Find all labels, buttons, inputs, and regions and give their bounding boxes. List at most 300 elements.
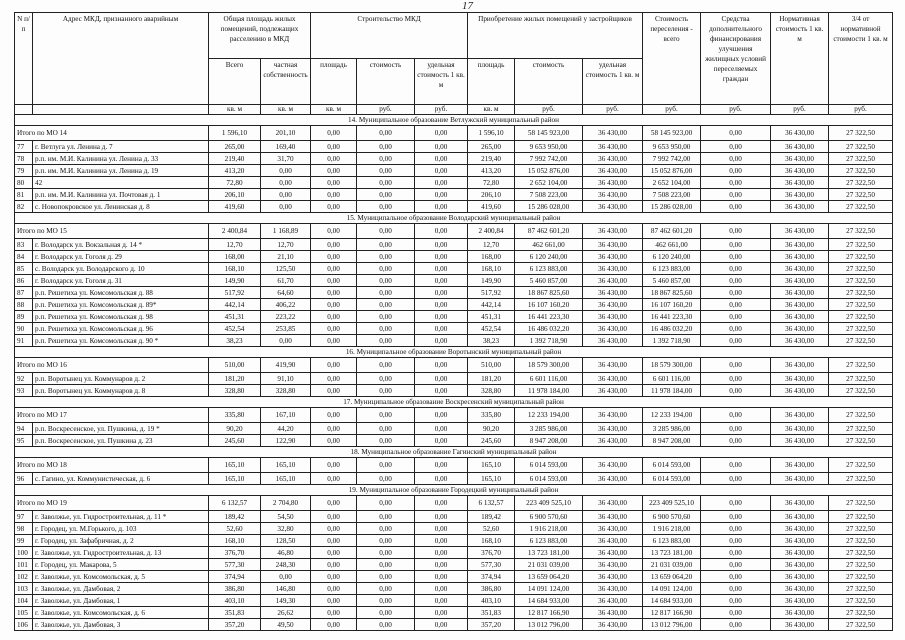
total-cell: 6 014 593,00 [515,458,583,473]
page-number: 17 [462,0,473,12]
section-row [15,397,893,408]
row-cell: 128,50 [261,535,311,547]
unit-cell: руб. [357,105,415,115]
row-cell: 0,00 [701,165,771,177]
total-cell: 0,00 [311,358,357,373]
row-cell: 168,10 [209,263,261,275]
row-cell: 374,94 [468,571,515,583]
row-cell: 14 091 124,00 [515,583,583,595]
table-row [15,275,893,287]
table-row [15,571,893,583]
row-cell: 27 322,50 [829,239,893,251]
total-cell: 167,10 [261,408,311,423]
total-cell: 0,00 [701,458,771,473]
row-cell: 52,60 [468,523,515,535]
row-cell: 0,00 [701,251,771,263]
row-cell: 0,00 [357,559,415,571]
row-address: г. Володарск ул. Гоголя д. 31 [33,275,209,287]
table-row [15,511,893,523]
row-address: р.п. Воскресенское, ул. Пушкина, д. 19 * [33,423,209,435]
section-row [15,115,893,126]
row-cell: 36 430,00 [771,165,829,177]
total-cell: 0,00 [415,358,468,373]
row-cell: 452,54 [209,323,261,335]
row-cell: 0,00 [311,177,357,189]
row-cell: 0,00 [311,423,357,435]
row-cell: 0,00 [311,571,357,583]
row-cell: 0,00 [357,571,415,583]
row-cell: 357,20 [468,619,515,631]
row-number: 92 [15,373,33,385]
total-row [15,224,893,239]
row-cell: 0,00 [415,335,468,347]
row-cell: 0,00 [357,385,415,397]
row-cell: 169,40 [261,141,311,153]
row-cell: 376,70 [209,547,261,559]
row-number: 82 [15,201,33,213]
total-cell: 0,00 [701,224,771,239]
table-row [15,435,893,447]
header-34: 3/4 от нормативной стоимости 1 кв. м [829,13,893,105]
total-cell: 27 322,50 [829,496,893,511]
row-cell: 36 430,00 [771,571,829,583]
total-cell: 0,00 [415,126,468,141]
row-cell: 27 322,50 [829,373,893,385]
row-address: р.п. им. М.И. Калинина ул. Ленина д. 33 [33,153,209,165]
row-cell: 31,70 [261,153,311,165]
row-cell: 0,00 [701,547,771,559]
row-cell: 0,00 [415,373,468,385]
total-cell: 0,00 [311,126,357,141]
row-number: 84 [15,251,33,263]
resettlement-table [14,12,893,631]
row-cell: 7 508 223,00 [515,189,583,201]
total-label: Итого по МО 16 [15,358,209,373]
table-row [15,153,893,165]
row-cell: 6 601 116,00 [643,373,701,385]
table-row [15,535,893,547]
row-cell: 219,40 [209,153,261,165]
total-cell: 18 579 300,00 [515,358,583,373]
unit-cell: руб. [415,105,468,115]
unit-cell: руб. [701,105,771,115]
row-cell: 36 430,00 [583,373,643,385]
row-cell: 413,20 [209,165,261,177]
row-cell: 0,00 [701,153,771,165]
row-cell: 9 653 950,00 [643,141,701,153]
unit-cell: кв. м [311,105,357,115]
row-number: 87 [15,287,33,299]
row-cell: 16 441 223,30 [515,311,583,323]
row-cell: 0,00 [415,201,468,213]
row-cell: 7 508 223,00 [643,189,701,201]
total-cell: 165,10 [209,458,261,473]
row-cell: 0,00 [311,275,357,287]
row-cell: 0,00 [311,323,357,335]
row-cell: 27 322,50 [829,473,893,485]
row-cell: 0,00 [357,511,415,523]
row-cell: 0,00 [311,141,357,153]
row-cell: 12 817 166,90 [515,607,583,619]
row-address: р.п. Решетиха ул. Комсомольская д. 98 [33,311,209,323]
row-cell: 6 120 240,00 [643,251,701,263]
row-cell: 27 322,50 [829,583,893,595]
unit-cell: кв. м [468,105,515,115]
row-cell: 36 430,00 [771,435,829,447]
row-cell: 27 322,50 [829,619,893,631]
row-address: г. Заволжье, ул. Комсомольская, д. 6 [33,607,209,619]
row-cell: 16 107 160,20 [643,299,701,311]
row-cell: 0,00 [701,373,771,385]
row-number: 97 [15,511,33,523]
row-cell: 0,00 [311,165,357,177]
row-cell: 0,00 [415,619,468,631]
row-address: р.п. Воскресенское, ул. Пушкина д. 23 [33,435,209,447]
row-cell: 0,00 [701,299,771,311]
row-cell: 0,00 [311,287,357,299]
row-cell: 376,70 [468,547,515,559]
total-cell: 0,00 [357,224,415,239]
row-cell: 0,00 [261,335,311,347]
total-cell: 0,00 [415,458,468,473]
row-number: 103 [15,583,33,595]
row-cell: 3 285 986,00 [643,423,701,435]
total-cell: 0,00 [415,224,468,239]
row-cell: 0,00 [311,239,357,251]
row-cell: 149,90 [468,275,515,287]
row-cell: 577,30 [209,559,261,571]
row-cell: 168,00 [209,251,261,263]
total-cell: 165,10 [261,458,311,473]
table-row [15,299,893,311]
sub-private: частная собственность [261,59,311,105]
row-cell: 36 430,00 [771,189,829,201]
row-cell: 462 661,00 [643,239,701,251]
total-cell: 87 462 601,20 [643,224,701,239]
row-cell: 0,00 [415,535,468,547]
row-cell: 36 430,00 [583,311,643,323]
total-cell: 0,00 [701,496,771,511]
row-cell: 1 392 718,90 [515,335,583,347]
row-cell: 21 031 039,00 [643,559,701,571]
row-cell: 36 430,00 [771,547,829,559]
total-cell: 1 596,10 [468,126,515,141]
sub-area: площадь [311,59,357,105]
row-cell: 36 430,00 [771,583,829,595]
row-cell: 18 867 825,60 [643,287,701,299]
row-cell: 0,00 [415,423,468,435]
table-row [15,189,893,201]
total-cell: 36 430,00 [583,496,643,511]
row-cell: 0,00 [357,165,415,177]
section-title: 17. Муниципальное образование Воскресенский муниципальный район [15,397,893,408]
row-cell: 0,00 [311,547,357,559]
row-cell: 7 992 742,00 [515,153,583,165]
total-label: Итого по МО 19 [15,496,209,511]
row-cell: 0,00 [311,251,357,263]
header-address: Адрес МКД, признанного аварийным [33,13,209,105]
row-cell: 27 322,50 [829,189,893,201]
row-cell: 36 430,00 [583,287,643,299]
total-cell: 36 430,00 [771,224,829,239]
row-cell: 36 430,00 [583,595,643,607]
row-cell: 0,00 [357,595,415,607]
row-cell: 21 031 039,00 [515,559,583,571]
row-cell: 0,00 [701,571,771,583]
row-cell: 206,10 [209,189,261,201]
row-cell: 3 285 986,00 [515,423,583,435]
row-cell: 36 430,00 [583,619,643,631]
row-cell: 0,00 [701,473,771,485]
row-cell: 0,00 [415,165,468,177]
sub-area: площадь [468,59,515,105]
total-cell: 0,00 [311,496,357,511]
row-cell: 0,00 [311,373,357,385]
row-cell: 0,00 [261,177,311,189]
row-cell: 245,60 [209,435,261,447]
row-cell: 0,00 [311,473,357,485]
section-row [15,447,893,458]
row-cell: 18 867 825,60 [515,287,583,299]
total-cell: 335,80 [209,408,261,423]
row-cell: 36 430,00 [771,251,829,263]
row-cell: 219,40 [468,153,515,165]
row-cell: 36 430,00 [771,323,829,335]
row-cell: 0,00 [311,153,357,165]
row-number: 89 [15,311,33,323]
row-cell: 0,00 [357,153,415,165]
section-title: 14. Муниципальное образование Ветлужский муниципальный район [15,115,893,126]
table-row [15,559,893,571]
row-cell: 0,00 [701,511,771,523]
row-number: 104 [15,595,33,607]
row-cell: 36 430,00 [771,141,829,153]
row-cell: 0,00 [357,141,415,153]
row-cell: 0,00 [311,201,357,213]
row-cell: 0,00 [357,547,415,559]
total-cell: 36 430,00 [771,358,829,373]
table-row [15,523,893,535]
row-cell: 27 322,50 [829,335,893,347]
table-row [15,595,893,607]
row-address: г. Городец, ул. Зафабричная, д. 2 [33,535,209,547]
row-cell: 0,00 [415,547,468,559]
row-cell: 0,00 [701,335,771,347]
row-cell: 11 978 184,00 [515,385,583,397]
row-number: 94 [15,423,33,435]
row-cell: 0,00 [357,619,415,631]
row-cell: 328,80 [468,385,515,397]
total-cell: 18 579 300,00 [643,358,701,373]
row-cell: 374,94 [209,571,261,583]
row-cell: 0,00 [311,263,357,275]
row-cell: 36 430,00 [771,263,829,275]
row-cell: 0,00 [311,385,357,397]
row-cell: 0,00 [415,583,468,595]
row-cell: 0,00 [357,607,415,619]
total-cell: 27 322,50 [829,358,893,373]
row-cell: 36 430,00 [583,583,643,595]
total-cell: 36 430,00 [771,496,829,511]
row-cell: 0,00 [701,559,771,571]
row-number: 79 [15,165,33,177]
row-cell: 36 430,00 [771,335,829,347]
row-cell: 12,70 [209,239,261,251]
row-cell: 6 900 570,60 [515,511,583,523]
row-cell: 0,00 [261,201,311,213]
row-cell: 403,10 [209,595,261,607]
row-address: р.п. им. М.И. Калинина ул. Почтовая д. 1 [33,189,209,201]
total-cell: 27 322,50 [829,408,893,423]
row-cell: 245,60 [468,435,515,447]
row-cell: 6 123 883,00 [515,535,583,547]
table-row [15,373,893,385]
row-cell: 0,00 [357,523,415,535]
total-label: Итого по МО 15 [15,224,209,239]
row-cell: 0,00 [701,385,771,397]
row-cell: 0,00 [261,571,311,583]
section-row [15,347,893,358]
section-title: 16. Муниципальное образование Воротынский муниципальный район [15,347,893,358]
unit-cell: руб. [583,105,643,115]
total-cell: 2 400,84 [468,224,515,239]
row-cell: 90,20 [209,423,261,435]
total-cell: 0,00 [357,496,415,511]
header-construction: Строительство МКД [311,13,468,59]
total-cell: 0,00 [415,496,468,511]
row-cell: 27 322,50 [829,523,893,535]
row-cell: 413,20 [468,165,515,177]
row-cell: 44,20 [261,423,311,435]
total-cell: 0,00 [701,358,771,373]
unit-cell: руб. [643,105,701,115]
sub-total: Всего [209,59,261,105]
row-cell: 36 430,00 [771,535,829,547]
row-address: г. Заволжье, ул. Комсомольская, д. 5 [33,571,209,583]
row-address: г. Заволжье, ул. Дамбовая, 1 [33,595,209,607]
row-cell: 36 430,00 [771,275,829,287]
row-cell: 442,14 [468,299,515,311]
row-cell: 0,00 [415,385,468,397]
row-cell: 0,00 [357,201,415,213]
table-row [15,423,893,435]
row-cell: 0,00 [415,473,468,485]
total-cell: 223 409 525,10 [643,496,701,511]
table-row [15,583,893,595]
row-cell: 0,00 [311,619,357,631]
row-cell: 0,00 [701,619,771,631]
row-cell: 265,00 [209,141,261,153]
row-cell: 0,00 [415,607,468,619]
row-address: с. Гагино, ул. Коммунистическая, д. 6 [33,473,209,485]
row-cell: 5 460 857,00 [643,275,701,287]
row-number: 101 [15,559,33,571]
row-cell: 6 014 593,00 [643,473,701,485]
total-row [15,358,893,373]
row-cell: 0,00 [357,263,415,275]
row-cell: 0,00 [357,311,415,323]
row-cell: 1 916 218,00 [643,523,701,535]
row-cell: 36 430,00 [583,165,643,177]
row-cell: 6 601 116,00 [515,373,583,385]
row-cell: 0,00 [415,311,468,323]
row-cell: 0,00 [701,201,771,213]
row-cell: 149,90 [209,275,261,287]
row-cell: 54,50 [261,511,311,523]
row-cell: 72,80 [468,177,515,189]
row-cell: 46,80 [261,547,311,559]
row-cell: 36 430,00 [583,263,643,275]
row-cell: 91,10 [261,373,311,385]
row-cell: 351,83 [468,607,515,619]
row-cell: 6 120 240,00 [515,251,583,263]
row-cell: 0,00 [357,473,415,485]
row-cell: 0,00 [415,263,468,275]
row-cell: 38,23 [209,335,261,347]
row-cell: 0,00 [701,423,771,435]
row-cell: 0,00 [357,535,415,547]
header-num: N п/п [15,13,33,105]
row-cell: 36 430,00 [771,559,829,571]
unit-cell: руб. [515,105,583,115]
row-address: с. Володарск ул. Володарского д. 10 [33,263,209,275]
total-cell: 0,00 [357,458,415,473]
row-cell: 36 430,00 [583,607,643,619]
row-cell: 0,00 [701,287,771,299]
row-cell: 351,83 [209,607,261,619]
row-cell: 452,54 [468,323,515,335]
row-cell: 27 322,50 [829,165,893,177]
row-cell: 36 430,00 [583,239,643,251]
row-cell: 168,10 [468,535,515,547]
total-cell: 0,00 [415,408,468,423]
total-cell: 0,00 [701,126,771,141]
row-address: г. Заволжье, ул. Дамбовая, 2 [33,583,209,595]
total-cell: 58 145 923,00 [643,126,701,141]
row-cell: 168,00 [468,251,515,263]
row-cell: 6 014 593,00 [515,473,583,485]
row-cell: 36 430,00 [771,239,829,251]
row-cell: 0,00 [311,435,357,447]
total-cell: 0,00 [311,408,357,423]
row-address: р.п. Воротынец ул. Коммунаров д. 8 [33,385,209,397]
row-cell: 0,00 [701,189,771,201]
row-cell: 0,00 [701,323,771,335]
row-cell: 0,00 [415,323,468,335]
total-cell: 12 233 194,00 [643,408,701,423]
row-cell: 0,00 [357,335,415,347]
row-address: р.п. им. М.И. Калинина ул. Ленина д. 19 [33,165,209,177]
row-cell: 36 430,00 [583,201,643,213]
total-cell: 223 409 525,10 [515,496,583,511]
row-cell: 27 322,50 [829,547,893,559]
row-cell: 27 322,50 [829,385,893,397]
section-title: 18. Муниципальное образование Гагинский муниципальный район [15,447,893,458]
total-cell: 36 430,00 [583,224,643,239]
table-row [15,335,893,347]
row-number: 106 [15,619,33,631]
total-row [15,408,893,423]
row-cell: 0,00 [415,177,468,189]
row-cell: 6 123 883,00 [643,535,701,547]
table-row [15,177,893,189]
row-cell: 13 012 796,00 [515,619,583,631]
row-cell: 165,10 [209,473,261,485]
total-cell: 2 704,80 [261,496,311,511]
row-cell: 36 430,00 [583,299,643,311]
row-number: 91 [15,335,33,347]
row-address: г. Городец, ул. Макарова, 5 [33,559,209,571]
